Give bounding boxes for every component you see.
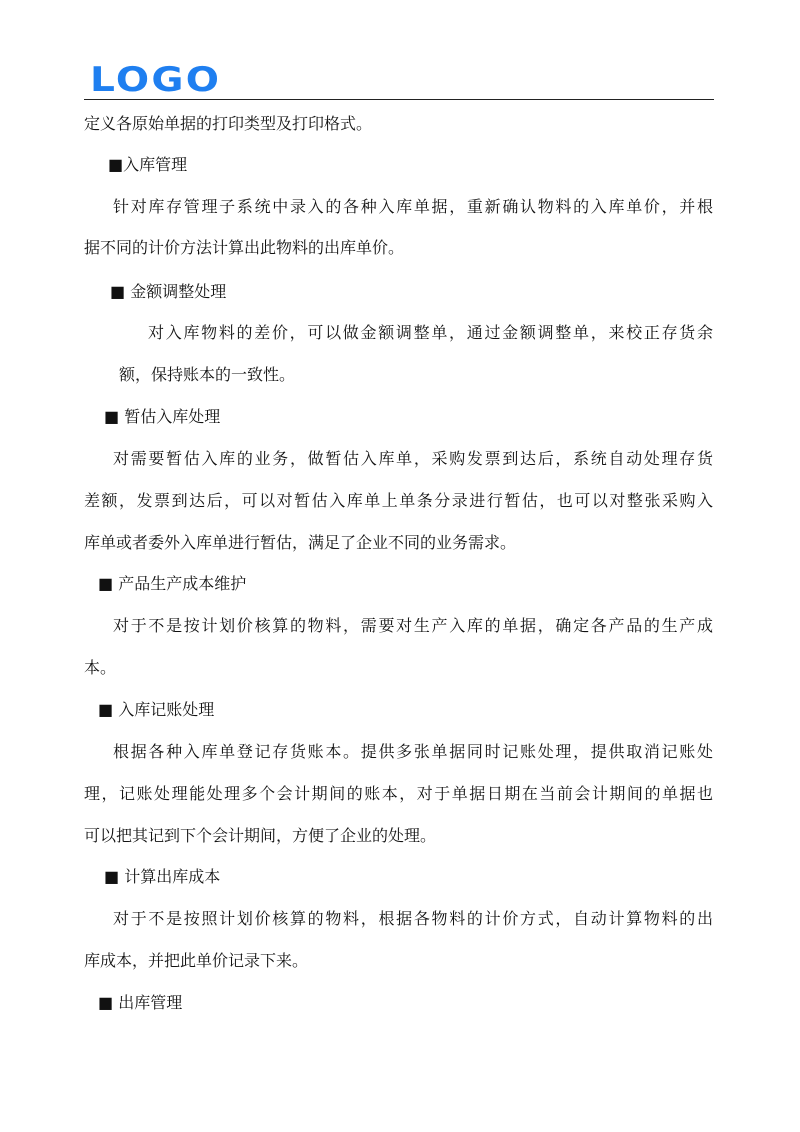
logo: LOGO xyxy=(90,60,222,100)
paragraph-line: 对于不是按照计划价核算的物料，根据各物料的计价方式，自动计算物料的出 xyxy=(113,909,713,928)
paragraph-line: 对入库物料的差价，可以做金额调整单，通过金额调整单，来校正存货余 xyxy=(148,323,713,342)
paragraph-line: 差额，发票到达后，可以对暂估入库单上单条分录进行暂估，也可以对整张采购入 xyxy=(84,491,713,510)
header-divider xyxy=(84,99,714,100)
paragraph-line: 对于不是按计划价核算的物料，需要对生产入库的单据，确定各产品的生产成 xyxy=(113,616,713,635)
section-heading-production-cost: ■ 产品生产成本维护 xyxy=(98,574,247,593)
section-heading-inbound-posting: ■ 入库记账处理 xyxy=(98,700,215,719)
section-heading-provisional-inbound: ■ 暂估入库处理 xyxy=(104,407,221,426)
section-heading-outbound-management: ■ 出库管理 xyxy=(98,993,183,1012)
paragraph-line: 理，记账处理能处理多个会计期间的账本，对于单据日期在当前会计期间的单据也 xyxy=(84,784,713,803)
section-heading-amount-adjustment: ■ 金额调整处理 xyxy=(110,282,227,301)
paragraph-line: 对需要暂估入库的业务，做暂估入库单，采购发票到达后，系统自动处理存货 xyxy=(113,449,713,468)
intro-line: 定义各原始单据的打印类型及打印格式。 xyxy=(84,114,373,133)
paragraph-line: 可以把其记到下个会计期间，方便了企业的处理。 xyxy=(84,826,437,845)
paragraph-line: 针对库存管理子系统中录入的各种入库单据，重新确认物料的入库单价，并根 xyxy=(113,197,713,216)
paragraph-line: 额，保持账本的一致性。 xyxy=(119,365,296,384)
paragraph-line: 根据各种入库单登记存货账本。提供多张单据同时记账处理，提供取消记账处 xyxy=(113,742,713,761)
paragraph-line: 据不同的计价方法计算出此物料的出库单价。 xyxy=(84,238,405,257)
section-heading-inbound-management: ■入库管理 xyxy=(108,155,188,174)
paragraph-line: 本。 xyxy=(84,658,117,677)
paragraph-line: 库单或者委外入库单进行暂估，满足了企业不同的业务需求。 xyxy=(84,533,517,552)
paragraph-line: 库成本，并把此单价记录下来。 xyxy=(84,951,309,970)
section-heading-outbound-cost: ■ 计算出库成本 xyxy=(104,867,221,886)
